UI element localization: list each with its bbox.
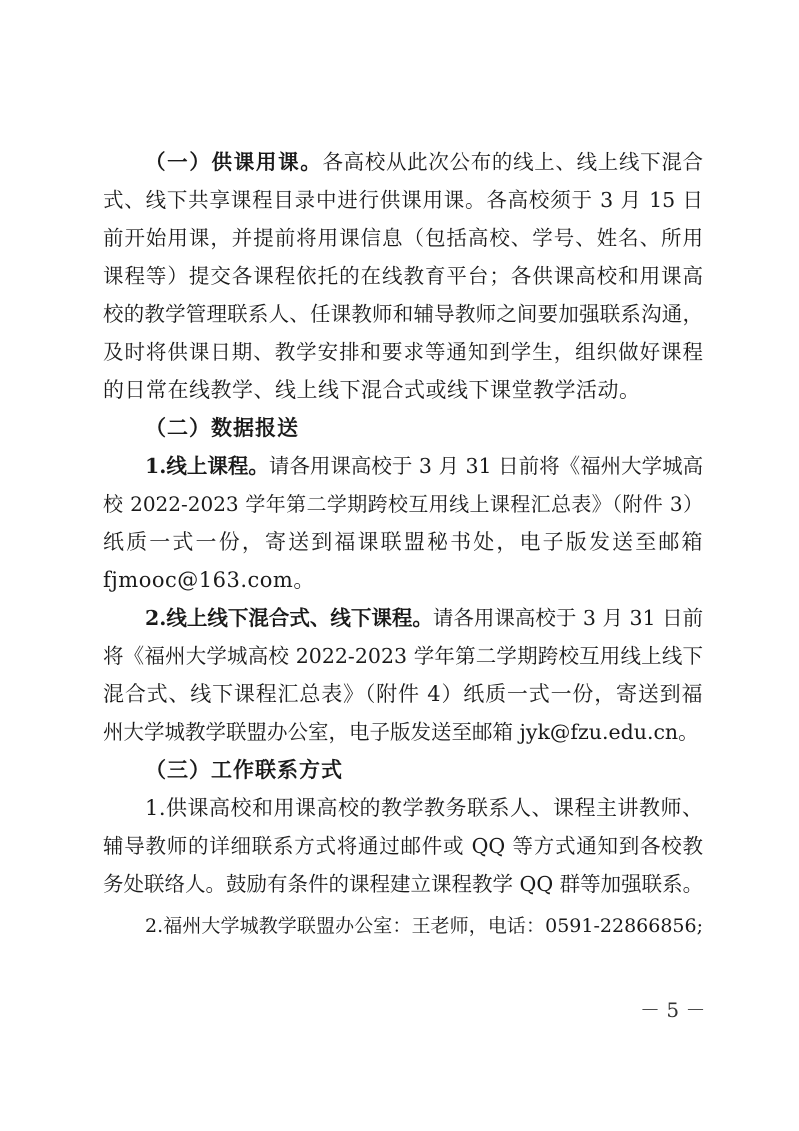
section-2-item-1-line-2: 校 2022-2023 学年第二学期跨校互用线上课程汇总表》（附件 3） <box>103 492 703 516</box>
section-3-item-1-line-2: 辅导教师的详细联系方式将通过邮件或 QQ 等方式通知到各校教 <box>103 834 703 858</box>
section-2-item-1-line-3: 纸质一式一份，寄送到福课联盟秘书处，电子版发送至邮箱 <box>103 530 703 554</box>
section-1-line-1 <box>103 148 703 176</box>
section-3-item-2-line-1: 2.福州大学城教学联盟办公室：王老师，电话：0591-22866856; <box>145 915 703 937</box>
section-2-item-1-line-4: fjmooc@163.com。 <box>103 568 315 592</box>
section-3-item-1-line-1: 1.供课高校和用课高校的教学教务联系人、课程主讲教师、 <box>145 796 704 820</box>
section-1-line-5: 校的教学管理联系人、任课教师和辅导教师之间要加强联系沟通， <box>103 302 703 326</box>
section-1-line-6: 及时将供课日期、教学安排和要求等通知到学生，组织做好课程 <box>103 340 703 364</box>
section-2-item-2-heading: 2.线上线下混合式、线下课程。 <box>145 606 433 630</box>
section-3-heading: （三）工作联系方式 <box>145 758 343 782</box>
section-2-item-1-line-1 <box>103 452 703 480</box>
section-1-line-2: 式、线下共享课程目录中进行供课用课。各高校须于 3 月 15 日 <box>103 188 703 212</box>
section-2-item-2-line-1 <box>103 604 703 632</box>
section-1-line-4: 课程等）提交各课程依托的在线教育平台；各供课高校和用课高 <box>103 264 703 288</box>
section-2-item-2-text: 请各用课高校于 3 月 31 日前 <box>432 606 704 630</box>
section-2-item-2-line-4: 州大学城教学联盟办公室，电子版发送至邮箱 jyk@fzu.edu.cn。 <box>103 720 699 744</box>
section-2-heading: （二）数据报送 <box>145 416 299 440</box>
page-number: － 5 － <box>640 998 706 1022</box>
section-3-item-1-line-3: 务处联络人。鼓励有条件的课程建立课程教学 QQ 群等加强联系。 <box>103 872 704 896</box>
section-1-line-3: 前开始用课，并提前将用课信息（包括高校、学号、姓名、所用 <box>103 226 703 250</box>
section-1-line-7: 的日常在线教学、线上线下混合式或线下课堂教学活动。 <box>103 378 641 402</box>
section-2-item-2-line-3: 混合式、线下课程汇总表》（附件 4）纸质一式一份，寄送到福 <box>103 682 703 706</box>
section-2-item-1-heading: 1.线上课程。 <box>145 454 269 478</box>
section-2-item-1-text: 请各用课高校于 3 月 31 日前将《福州大学城高 <box>268 454 704 478</box>
section-2-item-2-line-2: 将《福州大学城高校 2022-2023 学年第二学期跨校互用线上线下 <box>103 644 703 668</box>
section-1-heading: （一）供课用课。 <box>145 150 323 174</box>
section-1-text: 各高校从此次公布的线上、线上线下混合 <box>322 150 704 174</box>
